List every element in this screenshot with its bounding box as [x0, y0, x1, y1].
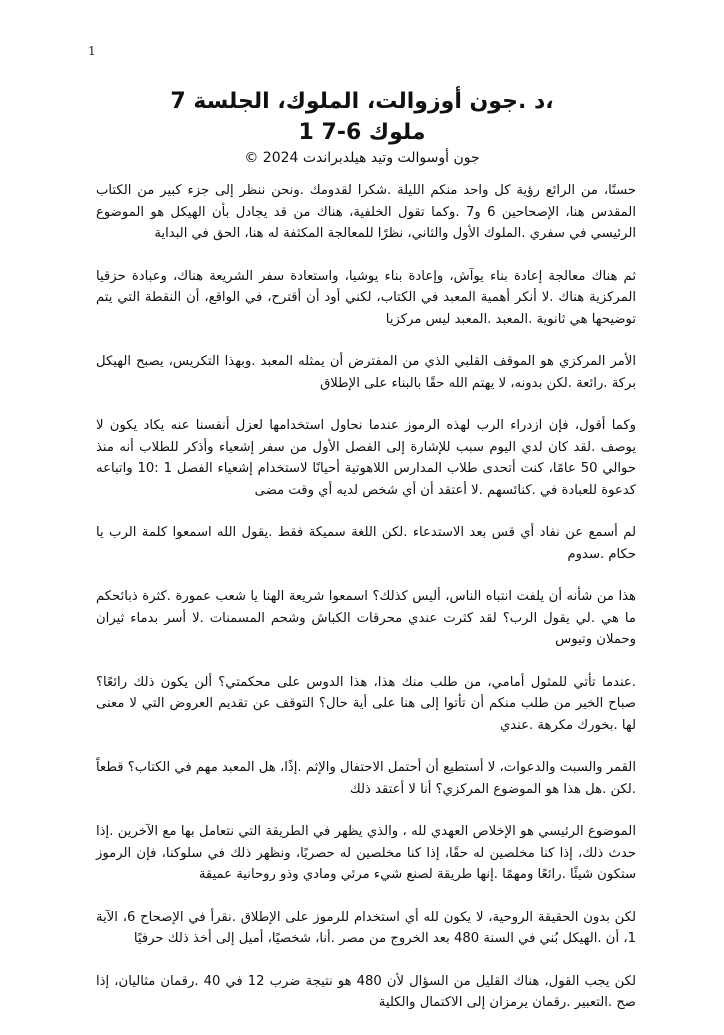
paragraph-6: هذا من شأنه أن يلفت انتباه الناس، أليس كذلك؟ اسمعوا شريعة الهنا يا شعب عمورة .كثرة ذبائحكم ما هي .لي يقول الرب؟ لقد كثرت عندي محرقات الكباش وشحم المسمنات .لا أسر بدماء ثيران وحملان وتيوس: [96, 589, 636, 647]
copyright-line: جون أوسوالت وتيد هيلدبراندت 2024 ©: [244, 150, 480, 166]
paragraph-4: وكما أقول، فإن ازدراء الرب لهذه الرموز عندما نحاول استخدامها لعزل أنفسنا عنه يكاد يكون لا يوصف .لقد كان لدي اليوم سبب للإشارة إلى الفصل الأول من سفر إشعياء وأذكر للطلاب أنه منذ حوالي 50 عامًا، كنت أتحدى طلاب المدارس اللاهوتية أحيانًا لاستخدام إشعياء الفصل 1 :10 واتباعه كدعوة للعبادة في .كنائسهم .لا أعتقد أن أي شخص لديه أي وقت مضى: [96, 418, 636, 498]
paragraph-5: لم أسمع عن نفاد أي قس بعد الاستدعاء .لكن اللغة سميكة فقط .يقول الله اسمعوا كلمة الرب يا حكام .سدوم: [96, 525, 636, 562]
paragraph-1: حسنًا، من الرائع رؤية كل واحد منكم الليلة .شكرا لقدومك .ونحن ننظر إلى جزء كبير من الكتاب المقدس هنا، الإصحاحين 6 و7 .وكما تقول الخلفية، هناك من قد يجادل بأن الهيكل هو الموضوع الرئيسي في سفري .الملوك الأول والثاني، نظرًا للمعالجة المكثفة له هنا، الحق في البداية: [96, 183, 636, 241]
document-header: [0, 86, 724, 168]
paragraph-9: الموضوع الرئيسي هو الإخلاص العهدي لله ، والذي يظهر في الطريقة التي نتعامل بها مع الآخرين .إذا حدث ذلك، إذا كنا مخلصين له حقًا، إذا كنا مخلصين له حصريًا، ونظهر ذلك في سلوكنا، فإن الرموز ستكون شيئًا .رائعًا ومهمًا .إنها طريقة لصنع شيء مرئي ومادي وذو روحانية عميقة: [96, 824, 636, 882]
document-body: [96, 180, 636, 1035]
paragraph-7: .عندما تأتي للمثول أمامي، من طلب منك هذا، هذا الدوس على محكمتي؟ ألن يكون ذلك رائعًا؟ صباح الخير من طلب منكم أن تأتوا إلى هنا على أية حال؟ التوقف عن تقديم العروض التي لا معنى لها .بخورك مكرهة .عندي: [96, 674, 636, 733]
title-line-1: ،د .جون أوزوالت، الملوك، الجلسة 7: [170, 89, 554, 114]
paragraph-10: لكن بدون الحقيقة الروحية، لا يكون لله أي استخدام للرموز على الإطلاق .نقرأ في الإصحاح 6، الآية 1، أن .الهيكل بُني في السنة 480 بعد الخروج من مصر .أنا، شخصيًا، أميل إلى أخذ ذلك حرفيًا: [96, 909, 636, 946]
paragraph-3: الأمر المركزي هو الموقف القلبي الذي من المفترض أن يمثله المعبد .وبهذا التكريس، يصبح الهيكل بركة .رائعة .لكن بدونه، لا يهتم الله حقًا بالبناء على الإطلاق: [96, 354, 636, 391]
paragraph-8: القمر والسبت والدعوات، لا أستطيع أن أحتمل الاحتفال والإثم .إذًا، هل المعبد مهم في الكتاب؟ قطعاً .لكن .هل هذا هو الموضوع المركزي؟ أنا لا أعتقد ذلك: [96, 760, 636, 797]
paragraph-2: ثم هناك معالجة إعادة بناء يوآش، وإعادة بناء يوشيا، واستعادة سفر الشريعة هناك، وعبادة حزقيا المركزية هناك .لا أنكر أهمية المعبد في الكتاب، لكني أود أن أقترح، في الواقع، أن النقطة التي يتم توضيحها هي ثانوية .المعبد .المعبد ليس مركزيا: [96, 268, 636, 327]
paragraph-11: لكن يجب القول، هناك القليل من السؤال لأن 480 هو نتيجة ضرب 12 في 40 .رقمان مثاليان، إذا صح .التعبير .رقمان يرمزان إلى الاكتمال والكلية: [96, 973, 636, 1010]
title-line-2: ملوك 6-7 1: [298, 120, 426, 145]
page-number: 1: [88, 44, 96, 58]
